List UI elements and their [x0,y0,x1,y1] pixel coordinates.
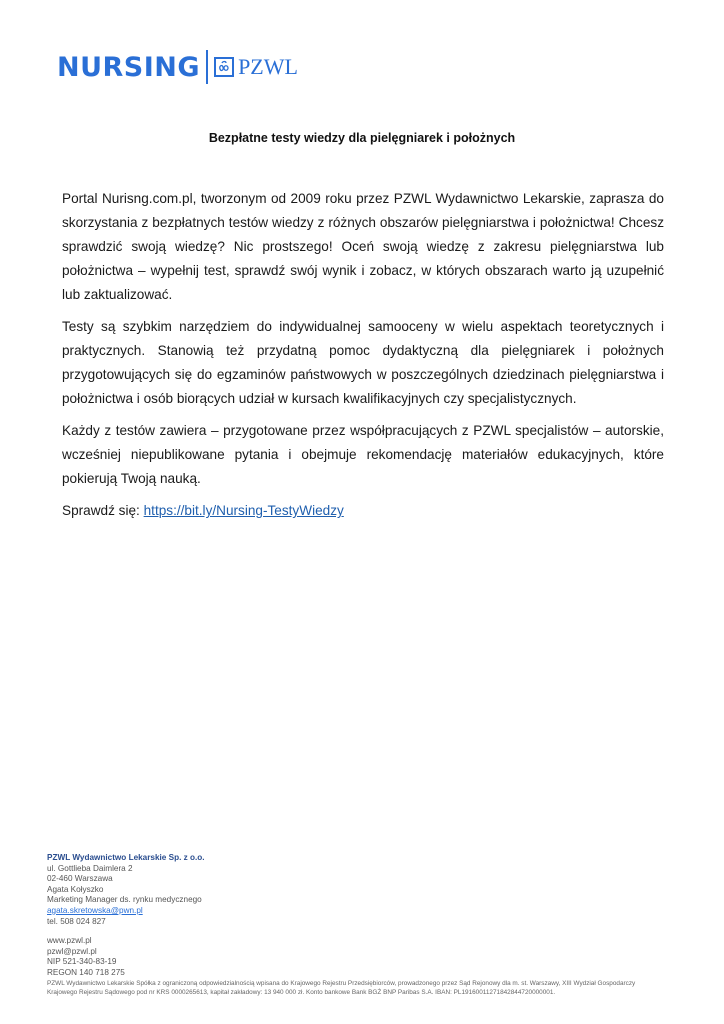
tests-link[interactable]: https://bit.ly/Nursing-TestyWiedzy [143,503,344,518]
footer-contact-email[interactable]: agata.skretowska@pwn.pl [47,905,143,915]
footer-website[interactable]: www.pzwl.pl [47,936,92,946]
paragraph-contents: Każdy z testów zawiera – przygotowane przez współpracujących z PZWL specjalistów – autorskie, wcześniej niepublikowane pytania i obejmuje rekomendację materiałów edukacyjnych, które pokierują Twoją nauką. [62,423,664,486]
document-title: Bezpłatne testy wiedzy dla pielęgniarek i położnych [208,131,516,145]
footer-legal-line-1: PZWL Wydawnictwo Lekarskie Spółka z ograniczoną odpowiedzialnością wpisana do Krajowego Rejestru Przedsiębiorców, prowadzonego przez Sąd Rejonowy dla m. st. Warszawy, XIII Wydział Gospodarczy [47,979,636,987]
cta-label: Sprawdź się: [62,503,144,518]
footer-contact-role: Marketing Manager ds. rynku medycznego [47,895,202,905]
footer [47,853,687,997]
document-body [62,187,664,531]
footer-regon: REGON 140 718 275 [47,967,125,977]
cta-line [62,499,664,523]
logo-pzwl-text: PZWL [238,54,298,79]
logo-nursing-text: NURSING [57,51,201,83]
footer-city: 02-460 Warszawa [47,874,113,884]
footer-email[interactable]: pzwl@pzwl.pl [47,946,97,956]
footer-nip: NIP 521-340-83-19 [47,957,117,967]
logo-divider [206,50,208,84]
pzwl-emblem-icon [214,57,234,77]
footer-street: ul. Gottlieba Daimlera 2 [47,863,133,873]
paragraph-purpose: Testy są szybkim narzędziem do indywidualnej samooceny w wielu aspektach teoretycznych i praktycznych. Stanowią też przydatną pomoc dydaktyczną dla pielęgniarek i położnych przygotowujących się do egzaminów państwowych w poszczególnych dziedzinach pielęgniarstwa i położnictwa i osób biorących udział w kursach kwalifikacyjnych czy specjalistycznych. [62,319,664,406]
nursing-pzwl-logo [57,49,298,85]
footer-spacer [47,927,687,936]
footer-company: PZWL Wydawnictwo Lekarskie Sp. z o.o. [47,853,205,862]
footer-legal-line-2: Krajowego Rejestru Sądowego pod nr KRS 0000265613, kapitał zakładowy: 13 940 000 zł. Konto bankowe Bank BGŻ BNP Paribas S.A. IBAN: PL19160011271842844720000001. [47,988,556,996]
footer-contact-phone: tel. 508 024 827 [47,916,106,926]
paragraph-intro: Portal Nurisng.com.pl, tworzonym od 2009 roku przez PZWL Wydawnictwo Lekarskie, zaprasza do skorzystania z bezpłatnych testów wiedzy z różnych obszarów pielęgniarstwa i położnictwa! Chcesz sprawdzić swoją wiedzę? Nic prostszego! Oceń swoją wiedzę z zakresu pielęgniarstwa lub położnictwa – wypełnij test, sprawdź swój wynik i zobacz, w których obszarach warto ją uzupełnić lub zaktualizować. [62,191,664,302]
footer-contact-name: Agata Kołyszko [47,884,104,894]
